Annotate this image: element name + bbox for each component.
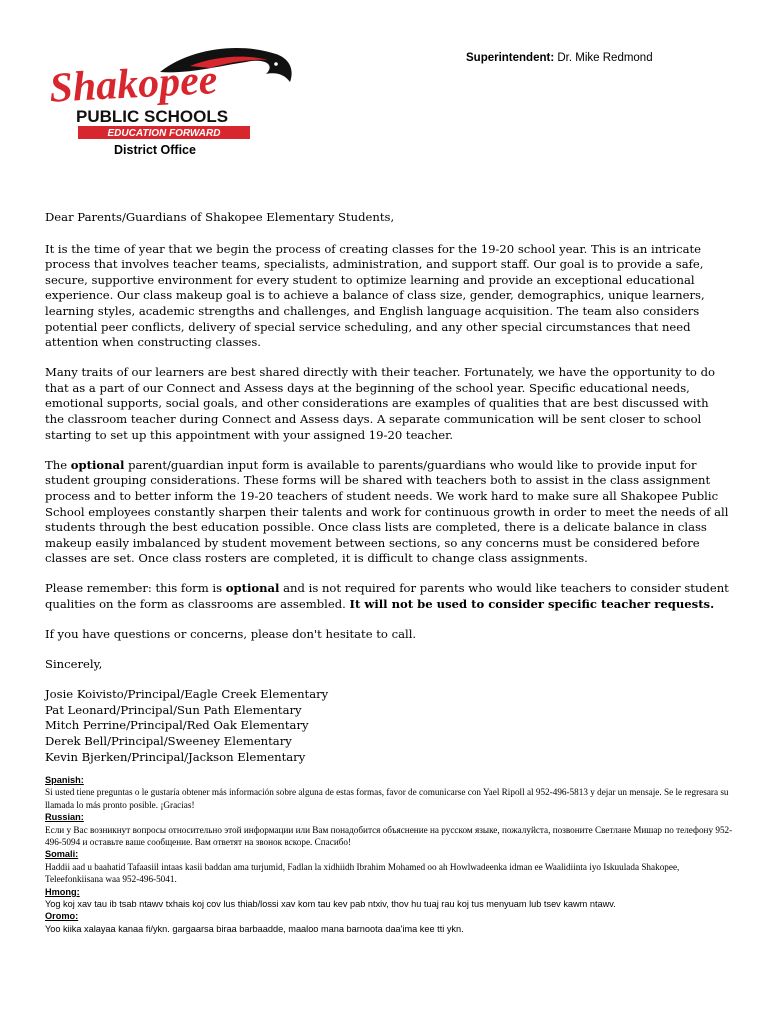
language-label-russian: Russian: — [45, 812, 84, 823]
p4-pre: Please remember: this form is — [45, 581, 226, 596]
p3-post: parent/guardian input form is available to parents/guardians who would like to provide input for student grouping considerations. These forms will be shared with teachers both to assist in the class assignment process and to better inform the 19-20 teachers of student needs. We work hard to make sure all Shakopee Public School employees constantly sharpen their talents and work for continuous growth in order to meet the needs of all students through the best education possible. Once class lists are completed, there is a delicate balance in class makeup easily imbalanced by student movement between sections, so any concerns must be considered before classes are set. Once class rosters are completed, it is difficult to change class assignments. — [45, 457, 729, 566]
closing: Sincerely, — [45, 657, 103, 672]
p3-pre: The — [45, 457, 71, 472]
signatory: Pat Leonard/Principal/Sun Path Elementary — [45, 702, 302, 717]
logo-subtitle: PUBLIC SCHOOLS — [76, 107, 229, 126]
paragraph-1: It is the time of year that we begin the process of creating classes for the 19-20 school year. This is an intricate process that involves teacher teams, specialists, administration, and support staff. Our goal is to provide a safe, secure, supportive environment for every student to optimize learning and provide an exceptional educational experience. Our class makeup goal is to achieve a balance of class size, gender, demographics, unique learners, learning styles, academic strengths and challenges, and English language acquisition. The team also considers potential peer conflicts, delivery of special service scheduling, and any other special circumstances that need attention when constructing classes. — [45, 241, 705, 350]
language-label-somali: Somali: — [45, 849, 79, 860]
district-logo — [40, 44, 300, 144]
paragraph-2: Many traits of our learners are best shared directly with their teacher. Fortunately, we have the opportunity to do that as a part of our Connect and Assess days at the beginning of the school year. Specific educational needs, emotional supports, social goals, and other considerations are examples of qualities that are best discussed with the classroom teacher during Connect and Assess days. A separate communication will be sent closer to school starting to set up this appointment with your assigned 19-20 teacher. — [45, 365, 715, 442]
letter-body — [45, 210, 730, 766]
paragraph-5: If you have questions or concerns, please don't hesitate to call. — [45, 627, 417, 642]
translation-spanish: Si usted tiene preguntas o le gustaría obtener más información sobre alguna de estas formas, favor de comunicarse con Yael Ripoll al 952-496-5813 y dejar un mensaje. Se le regresara su llamada lo más pronto posible. ¡Gracias! — [45, 787, 729, 810]
language-label-oromo: Oromo: — [45, 911, 79, 922]
paragraph-3 — [45, 458, 730, 567]
logo-wordmark: Shakopee — [48, 57, 219, 112]
p4-bold: optional — [225, 581, 280, 596]
language-label-spanish: Spanish: — [45, 775, 84, 785]
translation-hmong: Yog koj xav tau ib tsab ntawv txhais koj cov lus thiab/lossi xav kom tau kev pab ntxiv, thov hu tuaj rau koj tus menyuam lub tsev kawm ntawv. — [45, 899, 616, 910]
paragraph-4 — [45, 581, 730, 612]
superintendent-label: Superintendent: — [466, 52, 555, 64]
signatory: Mitch Perrine/Principal/Red Oak Elementary — [45, 718, 309, 733]
p4-mid: and is not required for parents who would like teachers to consider student qualities on the form as classrooms are assembled. — [45, 581, 729, 611]
p4-bold-2: It will not be used to consider specific teacher requests. — [349, 596, 715, 611]
p3-bold: optional — [70, 457, 125, 472]
language-label-hmong: Hmong: — [45, 886, 80, 897]
translation-russian: Если у Вас возникнут вопросы относительно этой информации или Вам понадобится объяснение на русском языке, пожалуйста, позвоните Светлане Мишар по телефону 952-496-5094 и оставьте ваше сообщение. Вам ответят на звонок вскоре. Спасибо! — [45, 824, 733, 848]
logo-tagline: EDUCATION FORWARD — [107, 128, 221, 139]
translation-oromo: Yoo kiika xalayaa kanaa fi/ykn. gargaarsa biraa barbaadde, maaloo mana barnoota daa'ima kee tti ykn. — [45, 923, 464, 934]
greeting: Dear Parents/Guardians of Shakopee Elementary Students, — [45, 210, 395, 224]
superintendent-name: Dr. Mike Redmond — [557, 52, 653, 64]
superintendent-line — [466, 52, 653, 64]
logo-swoosh-eye — [274, 62, 278, 66]
signatory: Josie Koivisto/Principal/Eagle Creek Elementary — [45, 686, 329, 701]
translation-somali: Haddii aad u baahatid Tafaasiil intaas kasii baddan ama turjumid, Fadlan la xidhiidh Ibrahim Mohamed oo ah Howlwadeenka idman ee Waalidiinta iyo Iskuulada Shakopee, Teleefonkiisana waa 952-496-5041. — [45, 861, 680, 885]
signatory: Derek Bell/Principal/Sweeney Elementary — [45, 734, 292, 749]
district-office-label: District Office — [114, 143, 196, 157]
signatory: Kevin Bjerken/Principal/Jackson Elementary — [45, 749, 306, 764]
translations — [45, 774, 735, 935]
signatories — [45, 687, 730, 766]
